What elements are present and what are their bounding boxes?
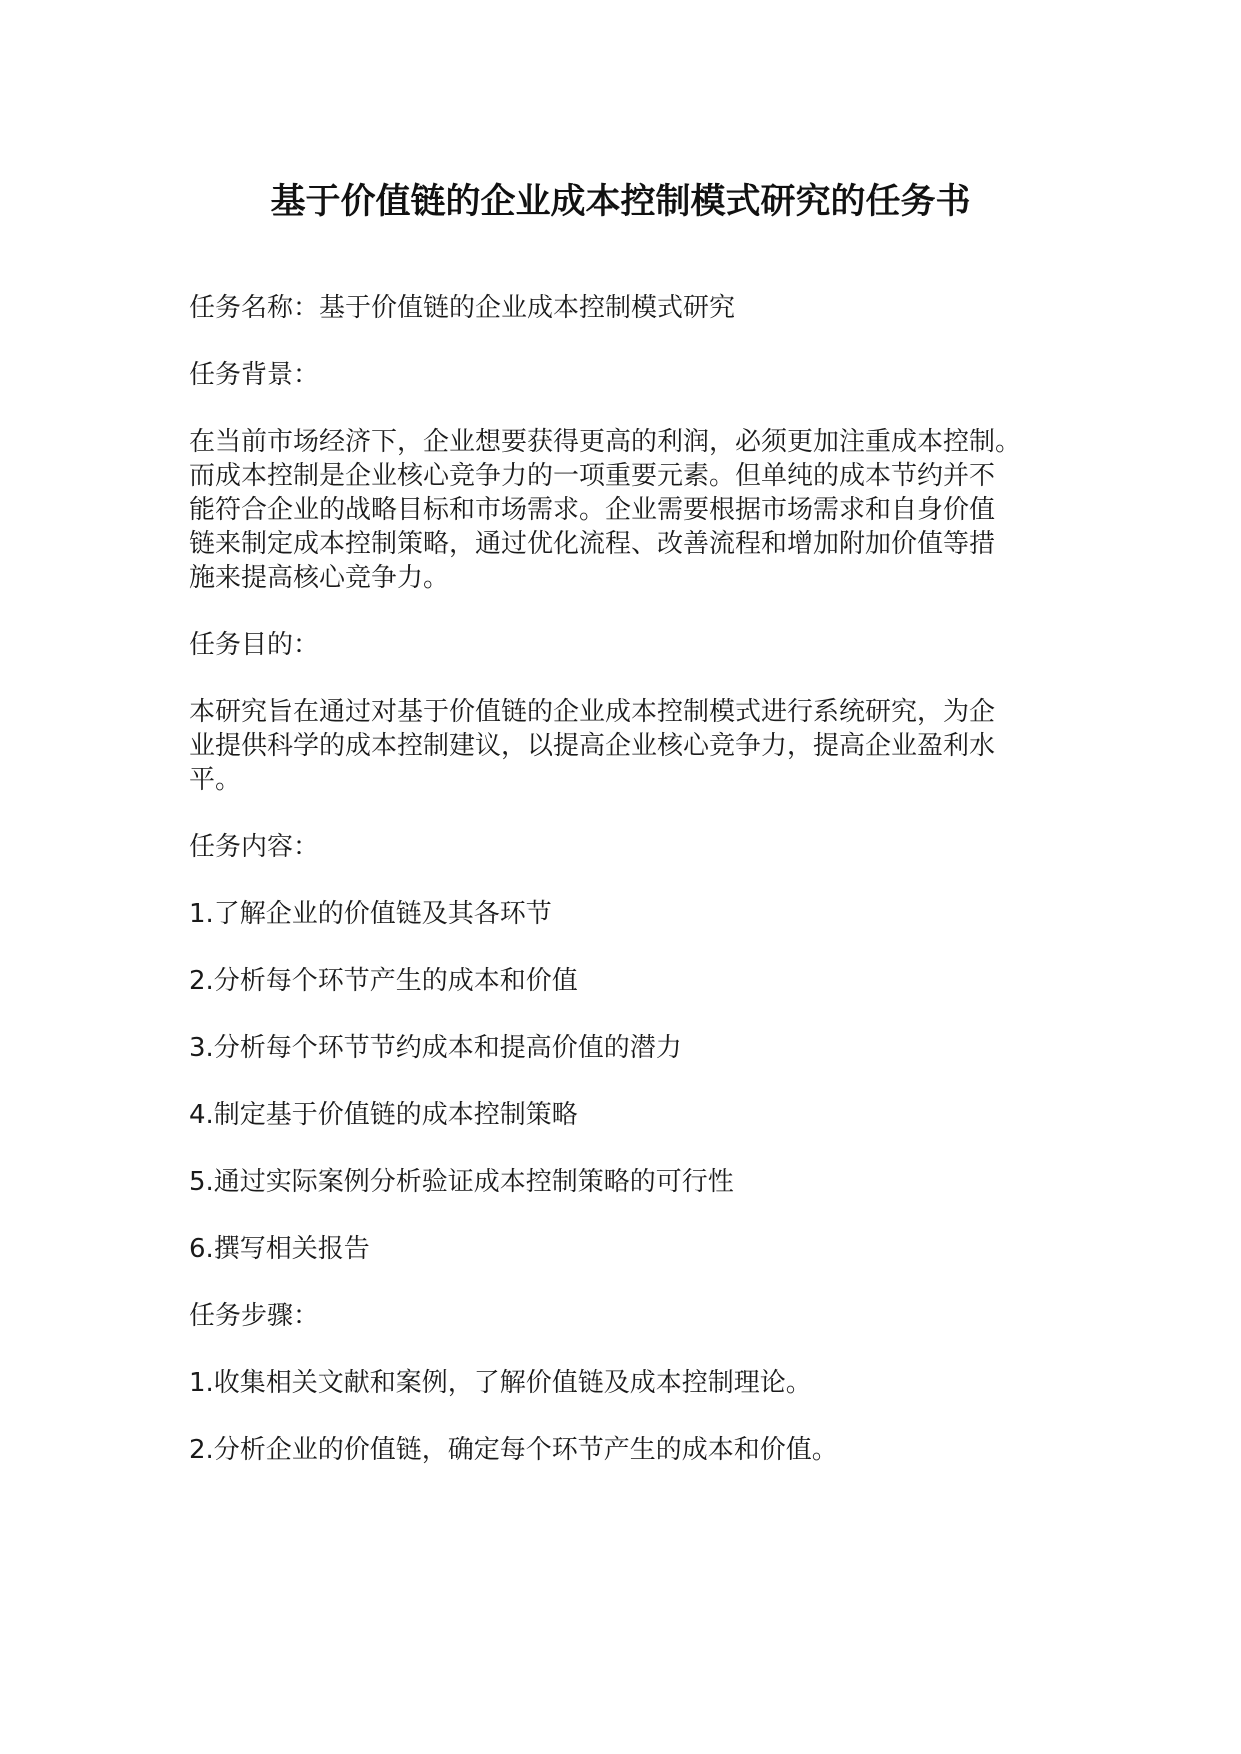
content-item: 6.撰写相关报告 <box>189 1234 370 1264</box>
background-text: 在当前市场经济下，企业想要获得更高的利润，必须更加注重成本控制。 而成本控制是企业核心竞争力的一项重要元素。但单纯的成本节约并不 能符合企业的战略目标和市场需求。企业需要根据市场需求和自身价值 链来制定成本控制策略，通过优化流程、改善流程和增加附加价值等措 施来提高核心竞争力。 <box>189 427 1022 593</box>
task-name: 任务名称：基于价值链的企业成本控制模式研究 <box>189 293 736 323</box>
steps-heading: 任务步骤： <box>189 1301 320 1331</box>
content-item: 1.了解企业的价值链及其各环节 <box>189 899 552 929</box>
background-heading: 任务背景： <box>189 360 320 390</box>
content-item: 4.制定基于价值链的成本控制策略 <box>189 1100 578 1130</box>
content-heading: 任务内容： <box>189 832 320 862</box>
purpose-heading: 任务目的： <box>189 630 320 660</box>
content-item: 5.通过实际案例分析验证成本控制策略的可行性 <box>189 1167 734 1197</box>
document-body <box>189 291 1089 1500</box>
content-item: 3.分析每个环节节约成本和提高价值的潜力 <box>189 1033 682 1063</box>
step-item: 2.分析企业的价值链，确定每个环节产生的成本和价值。 <box>189 1435 838 1465</box>
content-item: 2.分析每个环节产生的成本和价值 <box>189 966 578 996</box>
step-item: 1.收集相关文献和案例，了解价值链及成本控制理论。 <box>189 1368 812 1398</box>
document-title: 基于价值链的企业成本控制模式研究的任务书 <box>270 182 971 222</box>
purpose-text: 本研究旨在通过对基于价值链的企业成本控制模式进行系统研究，为企 业提供科学的成本控制建议，以提高企业核心竞争力，提高企业盈利水 平。 <box>189 697 996 795</box>
